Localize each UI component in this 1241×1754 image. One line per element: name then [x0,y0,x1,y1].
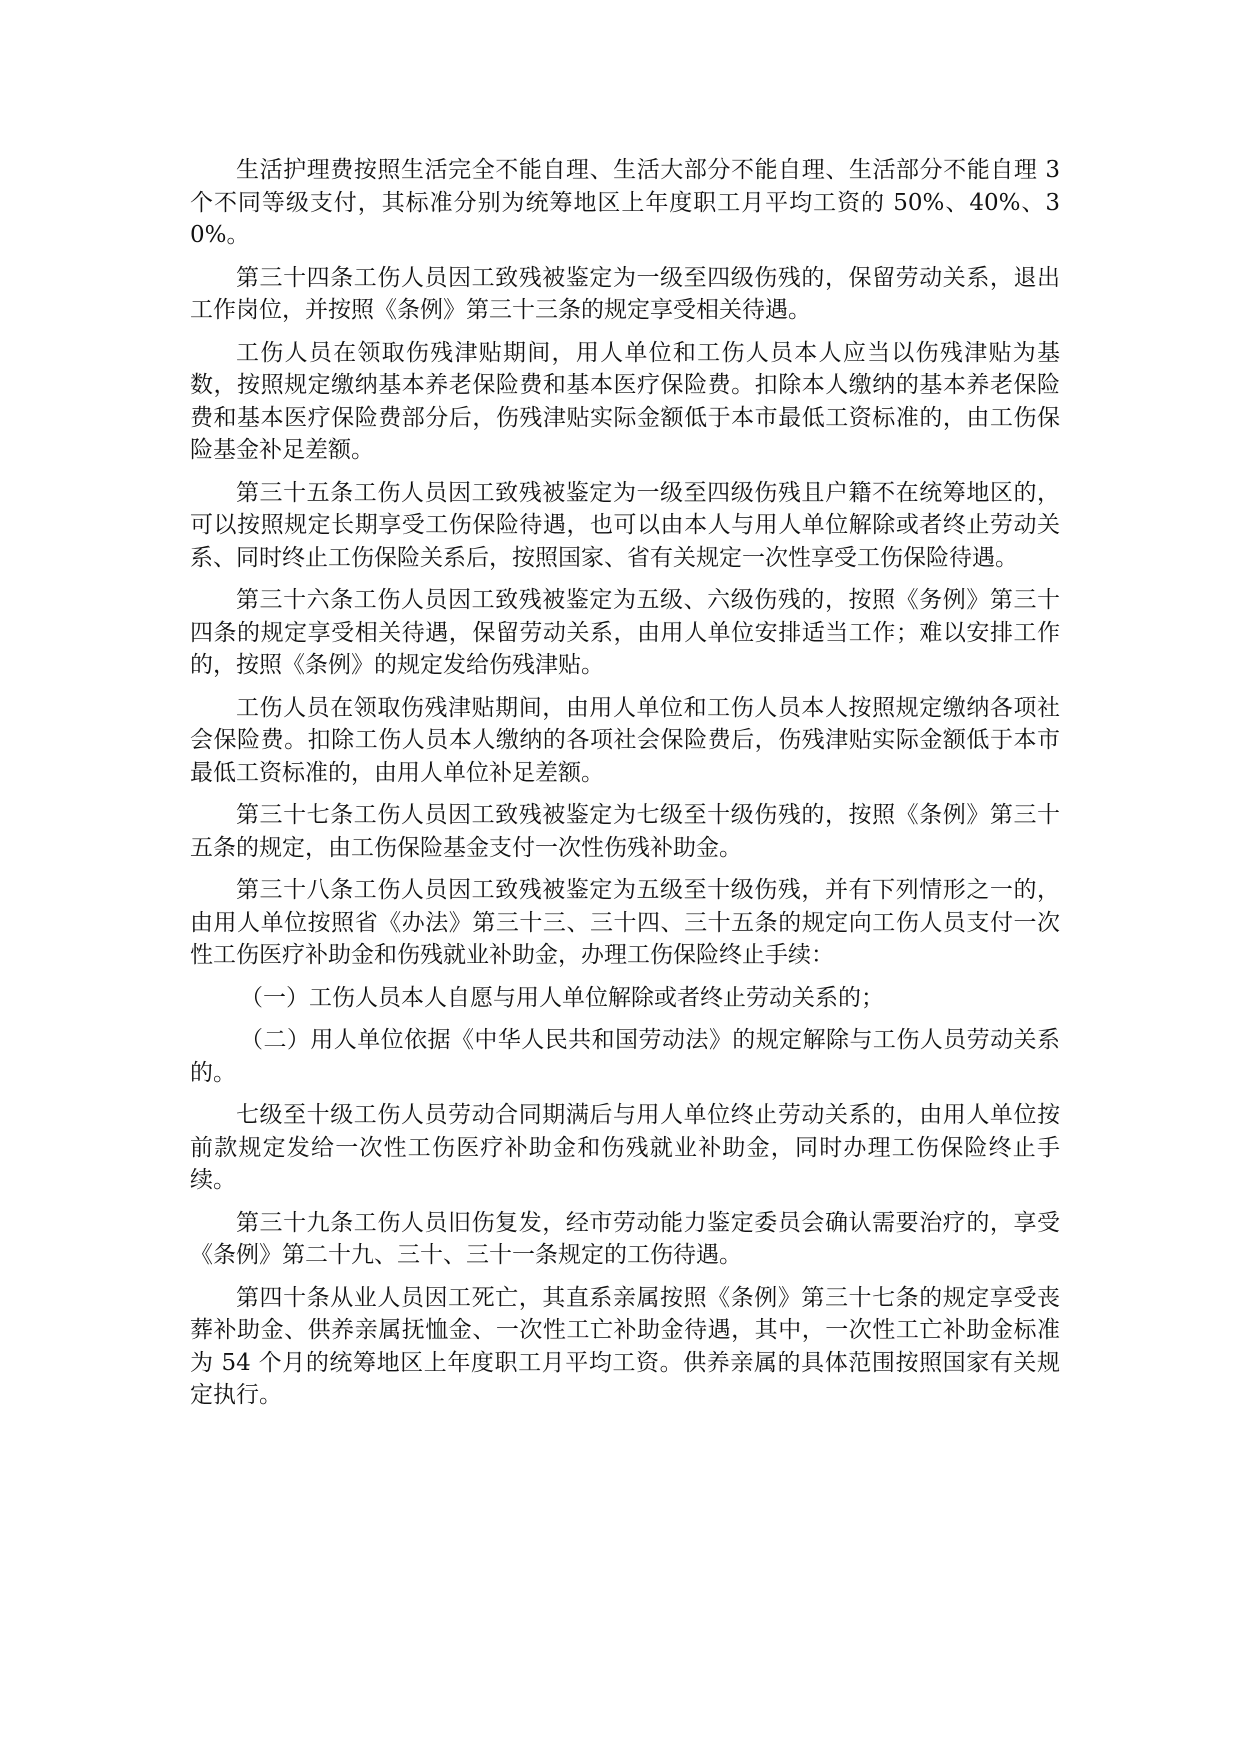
paragraph-article-34-allowance: 工伤人员在领取伤残津贴期间，用人单位和工伤人员本人应当以伤残津贴为基数，按照规定缴纳基本养老保险费和基本医疗保险费。扣除本人缴纳的基本养老保险费和基本医疗保险费部分后，伤残津贴实际金额低于本市最低工资标准的，由工伤保险基金补足差额。 [190,339,1060,463]
paragraph-nursing-fee: 生活护理费按照生活完全不能自理、生活大部分不能自理、生活部分不能自理 3 个不同等级支付，其标准分别为统筹地区上年度职工月平均工资的 50%、40%、30%。 [190,157,1060,248]
paragraph-article-38: 第三十八条工伤人员因工致残被鉴定为五级至十级伤残，并有下列情形之一的，由用人单位按照省《办法》第三十三、三十四、三十五条的规定向工伤人员支付一次性工伤医疗补助金和伤残就业补助金，办理工伤保险终止手续： [190,877,1060,968]
document-page [190,154,1060,1422]
paragraph-article-39: 第三十九条工伤人员旧伤复发，经市劳动能力鉴定委员会确认需要治疗的，享受《条例》第二十九、三十、三十一条规定的工伤待遇。 [190,1209,1060,1268]
paragraph-article-36: 第三十六条工伤人员因工致残被鉴定为五级、六级伤残的，按照《务例》第三十四条的规定享受相关待遇，保留劳动关系，由用人单位安排适当工作；难以安排工作的，按照《条例》的规定发给伤残津贴。 [190,587,1060,678]
paragraph-article-37: 第三十七条工伤人员因工致残被鉴定为七级至十级伤残的，按照《条例》第三十五条的规定，由工伤保险基金支付一次性伤残补助金。 [190,802,1060,861]
paragraph-article-38-contract-end: 七级至十级工伤人员劳动合同期满后与用人单位终止劳动关系的，由用人单位按前款规定发给一次性工伤医疗补助金和伤残就业补助金，同时办理工伤保险终止手续。 [190,1102,1060,1193]
paragraph-article-38-item-2: （二）用人单位依据《中华人民共和国劳动法》的规定解除与工伤人员劳动关系的。 [190,1027,1060,1086]
paragraph-article-38-item-1: （一）工伤人员本人自愿与用人单位解除或者终止劳动关系的； [240,984,884,1011]
paragraph-article-35: 第三十五条工伤人员因工致残被鉴定为一级至四级伤残且户籍不在统筹地区的，可以按照规定长期享受工伤保险待遇，也可以由本人与用人单位解除或者终止劳动关系、同时终止工伤保险关系后，按照国家、省有关规定一次性享受工伤保险待遇。 [190,479,1060,571]
paragraph-article-40: 第四十条从业人员因工死亡，其直系亲属按照《条例》第三十七条的规定享受丧葬补助金、供养亲属抚恤金、一次性工亡补助金待遇，其中，一次性工亡补助金标准为 54 个月的统筹地区上年度职工月平均工资。供养亲属的具体范围按照国家有关规定执行。 [190,1284,1060,1408]
paragraph-article-34: 第三十四条工伤人员因工致残被鉴定为一级至四级伤残的，保留劳动关系，退出工作岗位，并按照《条例》第三十三条的规定享受相关待遇。 [190,264,1060,323]
paragraph-article-36-allowance: 工伤人员在领取伤残津贴期间，由用人单位和工伤人员本人按照规定缴纳各项社会保险费。扣除工伤人员本人缴纳的各项社会保险费后，伤残津贴实际金额低于本市最低工资标准的，由用人单位补足差额。 [190,694,1060,786]
